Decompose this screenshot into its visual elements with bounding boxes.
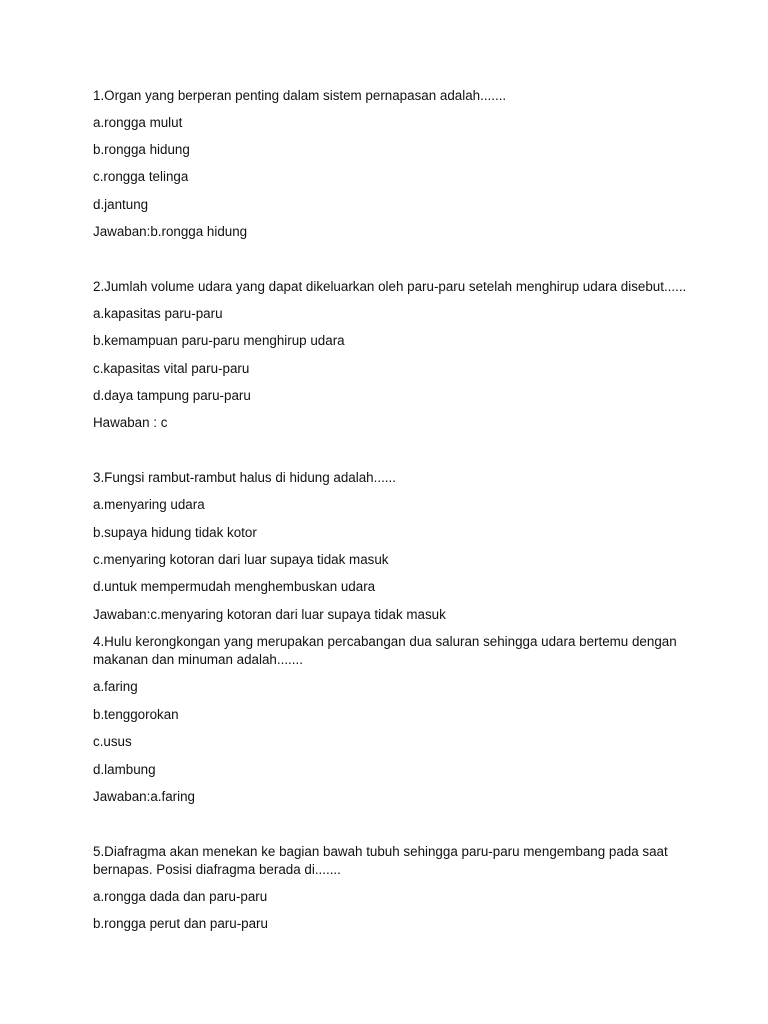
question-5-option-a: a.rongga dada dan paru-paru <box>93 889 268 904</box>
question-3-option-d: d.untuk mempermudah menghembuskan udara <box>93 579 376 594</box>
question-4-answer: Jawaban:a.faring <box>93 789 195 804</box>
question-2-option-d: d.daya tampung paru-paru <box>93 388 251 403</box>
question-4-text: 4.Hulu kerongkongan yang merupakan percabangan dua saluran sehingga udara bertemu dengan makanan dan minuman adalah....... <box>93 634 677 667</box>
question-5-option-b: b.rongga perut dan paru-paru <box>93 916 268 931</box>
question-1-option-d: d.jantung <box>93 197 149 212</box>
question-3-text: 3.Fungsi rambut-rambut halus di hidung adalah...... <box>93 470 396 485</box>
question-2-option-b: b.kemampuan paru-paru menghirup udara <box>93 333 345 348</box>
question-2-option-a: a.kapasitas paru-paru <box>93 306 223 321</box>
question-3-option-a: a.menyaring udara <box>93 497 205 512</box>
question-5-text: 5.Diafragma akan menekan ke bagian bawah tubuh sehingga paru-paru mengembang pada saat bernapas. Posisi diafragma berada di....... <box>93 844 668 877</box>
question-4-option-c: c.usus <box>93 734 132 749</box>
question-4-option-d: d.lambung <box>93 762 156 777</box>
question-2-text: 2.Jumlah volume udara yang dapat dikeluarkan oleh paru-paru setelah menghirup udara disebut...... <box>93 279 687 294</box>
question-1-option-a: a.rongga mulut <box>93 115 183 130</box>
question-3-answer: Jawaban:c.menyaring kotoran dari luar supaya tidak masuk <box>93 607 446 622</box>
question-3-option-c: c.menyaring kotoran dari luar supaya tidak masuk <box>93 552 389 567</box>
question-4-option-a: a.faring <box>93 679 138 694</box>
question-1-text: 1.Organ yang berperan penting dalam sistem pernapasan adalah....... <box>93 88 507 103</box>
question-2-option-c: c.kapasitas vital paru-paru <box>93 361 250 376</box>
question-2-answer: Hawaban : c <box>93 415 168 430</box>
question-4-option-b: b.tenggorokan <box>93 707 179 722</box>
question-1-answer: Jawaban:b.rongga hidung <box>93 224 248 239</box>
question-1-option-b: b.rongga hidung <box>93 142 190 157</box>
question-1-option-c: c.rongga telinga <box>93 169 189 184</box>
question-3-option-b: b.supaya hidung tidak kotor <box>93 525 257 540</box>
